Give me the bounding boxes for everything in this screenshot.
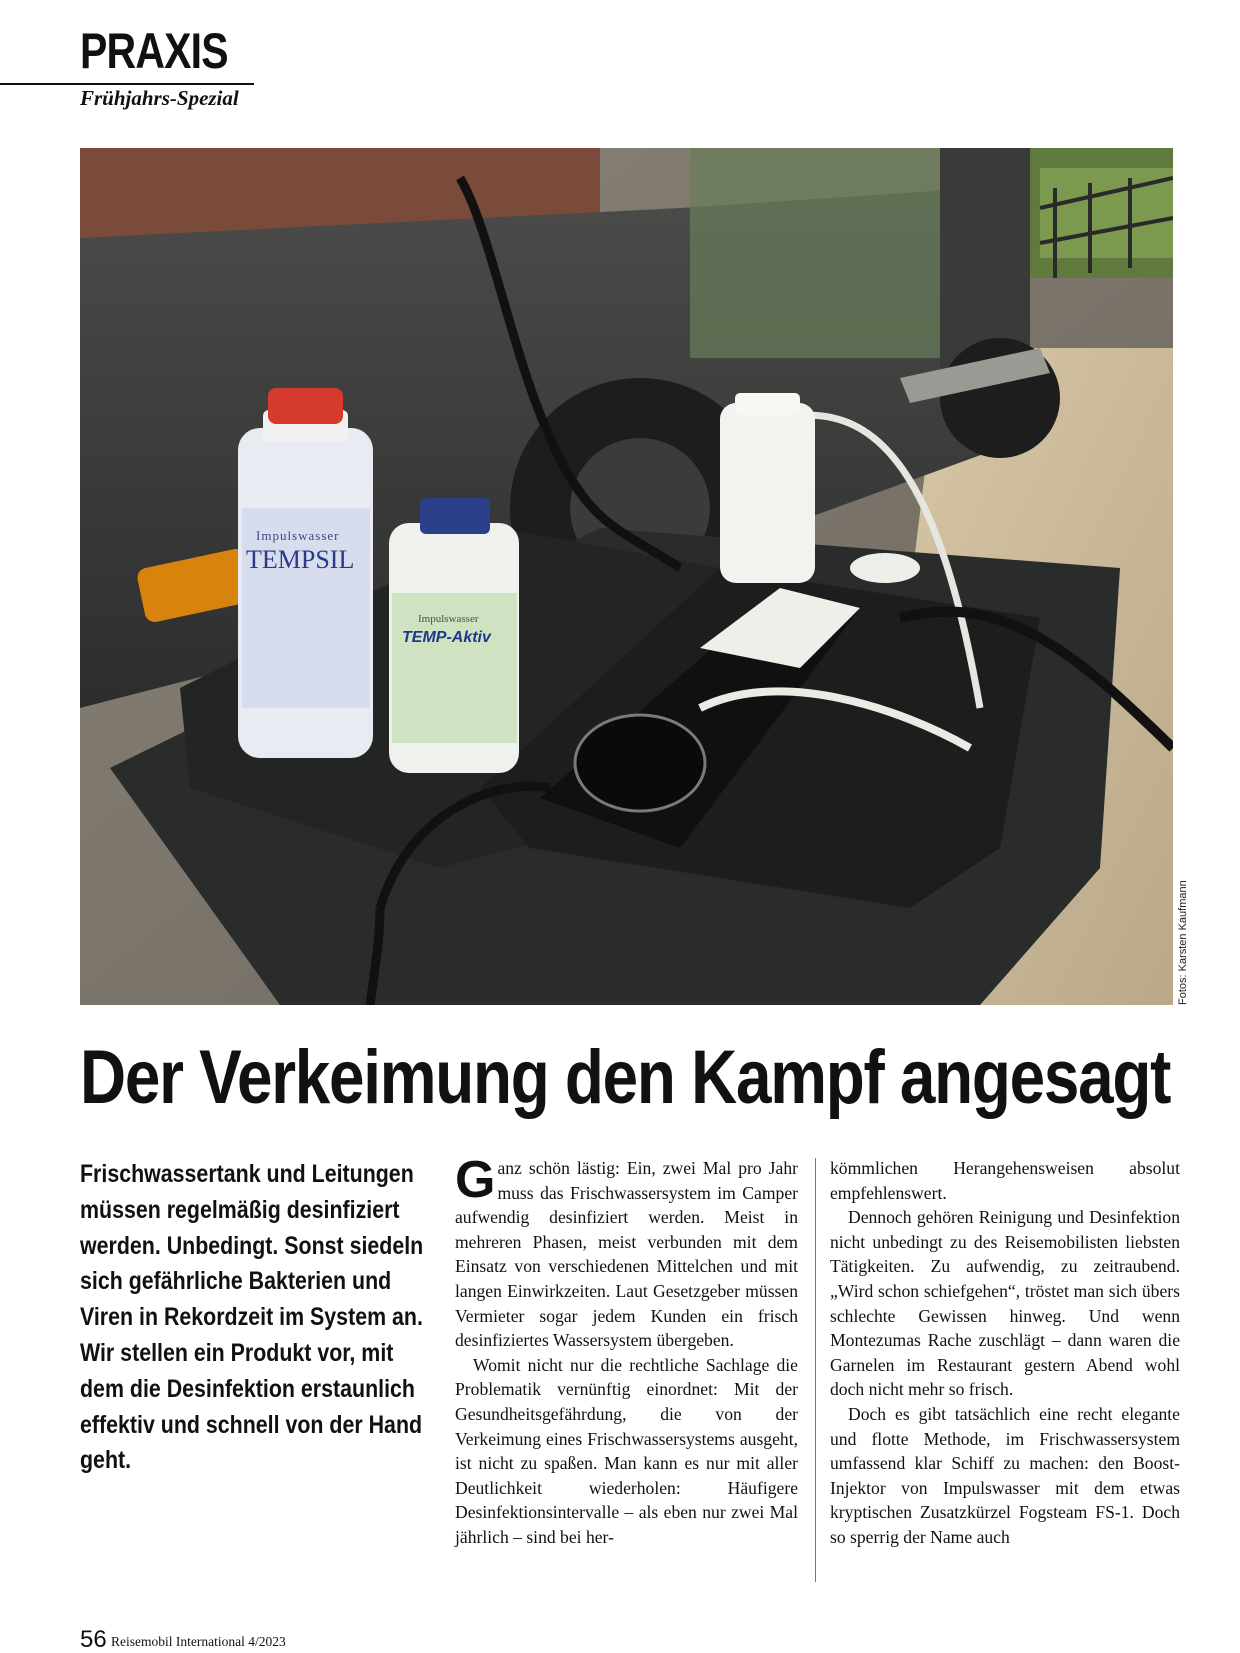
section-title: PRAXIS: [80, 23, 228, 79]
bottle2-brand: Impulswasser: [418, 613, 479, 625]
bottle1-product: TEMPSIL: [246, 545, 355, 574]
body-paragraph: Doch es gibt tatsächlich eine recht elegante und flotte Methode, im Frischwassersystem umfassend klar Schiff zu machen: den Boost-Injektor von Impulswasser mit dem etwas kryptischen Zusatzkürzel Fogsteam FS-1. Doch so sperrig der Name auch: [830, 1403, 1180, 1547]
body-paragraph: Womit nicht nur die rechtliche Sachlage die Problematik vernünftig einordnet: Mit der Gesundheitsgefährdung, die von der Verkeimung eines Frischwassersystems ausgeht, ist nicht zu spaßen. Man kann es nur mit aller Deutlichkeit wiederholen: Häufigere Desinfektionsintervalle – als eben nur zwei Mal jährlich – sind bei her-: [455, 1354, 798, 1547]
bottle2-product: TEMP-Aktiv: [402, 629, 491, 646]
headline: Der Verkeimung den Kampf angesagt: [80, 1035, 1171, 1120]
section-subtitle: Frühjahrs-Spezial: [80, 86, 239, 110]
body-column-1: [455, 1151, 798, 1550]
column-divider: [815, 1158, 816, 1582]
dropcap: G: [455, 1151, 496, 1209]
page-number: 56: [80, 1626, 107, 1653]
photo-illustration: [80, 148, 1173, 1005]
magazine-issue: Reisemobil International 4/2023: [111, 1634, 286, 1649]
header-rule: [0, 83, 254, 85]
lead-paragraph: [80, 1157, 440, 1479]
photo-credit: Fotos: Karsten Kaufmann: [1177, 880, 1189, 1005]
body-paragraph: Dennoch gehören Reinigung und Desinfektion nicht unbedingt zu des Reisemobilisten liebsten Tätigkeiten. Zu aufwendig, zu zeitraubend. „Wird schon schiefgehen“, tröstet man sich übers schlechte Gewissen hinweg. Und wenn Montezumas Rache zuschlägt – dann waren die Garnelen im Restaurant gestern Abend wohl doch nicht mehr so frisch.: [830, 1207, 1180, 1400]
article-photo: [80, 148, 1173, 1005]
lead-text: Frischwassertank und Leitungen müssen regelmäßig desinfiziert werden. Unbedingt. Sonst siedeln sich gefährliche Bakterien und Viren in Rekordzeit im System an. Wir stellen ein Produkt vor, mit dem die Desinfektion erstaunlich effektiv und schnell von der Hand geht.: [80, 1160, 424, 1475]
body-paragraph: kömmlichen Herangehensweisen absolut empfehlenswert.: [830, 1158, 1180, 1203]
bottle1-brand: Impulswasser: [256, 528, 340, 543]
body-paragraph: anz schön lästig: Ein, zwei Mal pro Jahr muss das Frischwassersystem im Camper aufwendig desinfiziert werden. Meist in mehreren Phasen, meist verbunden mit dem Einsatz von verschiedenen Mittelchen und mit langen Einwirkzeiten. Laut Gesetzgeber müssen Vermieter sogar jedem Kunden ein frisch desinfiziertes Wassersystem übergeben.: [455, 1158, 798, 1351]
body-column-2: [830, 1156, 1180, 1550]
